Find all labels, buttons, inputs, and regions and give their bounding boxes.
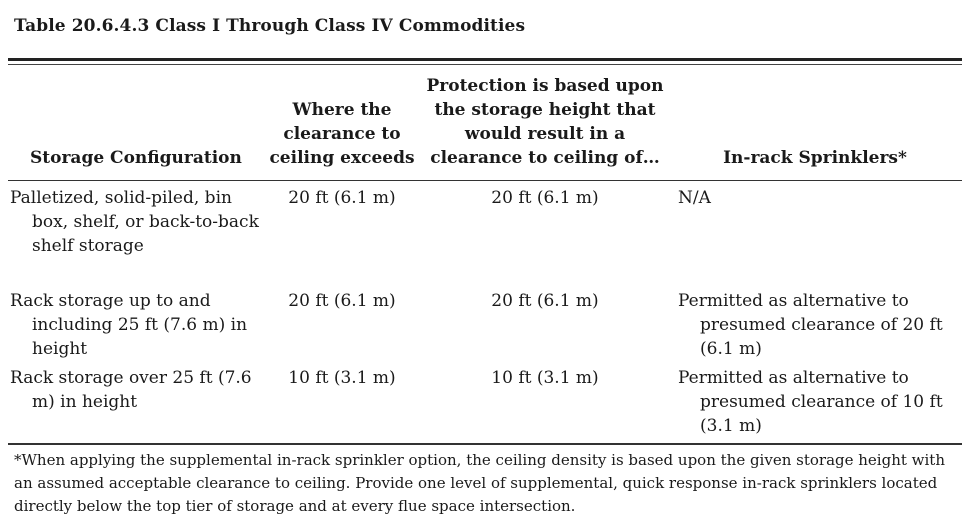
row-1-exceeds: 20 ft (6.1 m) (288, 188, 396, 208)
row-2-storage: Rack storage up to and including 25 ft (7.6 m) in height (10, 291, 248, 359)
top-rule-thick (8, 58, 962, 61)
row-3-exceeds: 10 ft (3.1 m) (288, 368, 396, 388)
footer-rule (8, 443, 962, 445)
row-2-exceeds: 20 ft (6.1 m) (288, 291, 396, 311)
row-2-in-rack: Permitted as alternative to presumed clearance of 20 ft (6.1 m) (678, 291, 943, 359)
header-clearance-exceeds: Where the clearance to ceiling exceeds (269, 100, 415, 168)
header-in-rack-sprinklers: In-rack Sprinklers* (723, 148, 907, 168)
row-1-in-rack: N/A (678, 188, 711, 208)
header-storage-configuration: Storage Configuration (30, 148, 242, 168)
table-title: Table 20.6.4.3 Class I Through Class IV Commodities (14, 16, 526, 36)
header-protection-based: Protection is based upon the storage height that would result in a clearance to ceiling of… (426, 76, 664, 168)
top-rule-thin (8, 64, 962, 65)
row-2-protection: 20 ft (6.1 m) (491, 291, 599, 311)
row-3-storage: Rack storage over 25 ft (7.6 m) in height (10, 368, 252, 412)
row-3-in-rack: Permitted as alternative to presumed clearance of 10 ft (3.1 m) (678, 368, 943, 436)
header-rule (8, 180, 962, 181)
row-3-protection: 10 ft (3.1 m) (491, 368, 599, 388)
row-1-storage: Palletized, solid-piled, bin box, shelf, or back-to-back shelf storage (10, 188, 259, 256)
row-1-protection: 20 ft (6.1 m) (491, 188, 599, 208)
table-footnote: *When applying the supplemental in-rack sprinkler option, the ceiling density is based upon the given storage height with an assumed acceptable clearance to ceiling. Provide one level of supplemental, quick response in-rack sprinklers located directly below the top tier of storage and at every flue space intersection. (14, 451, 945, 515)
